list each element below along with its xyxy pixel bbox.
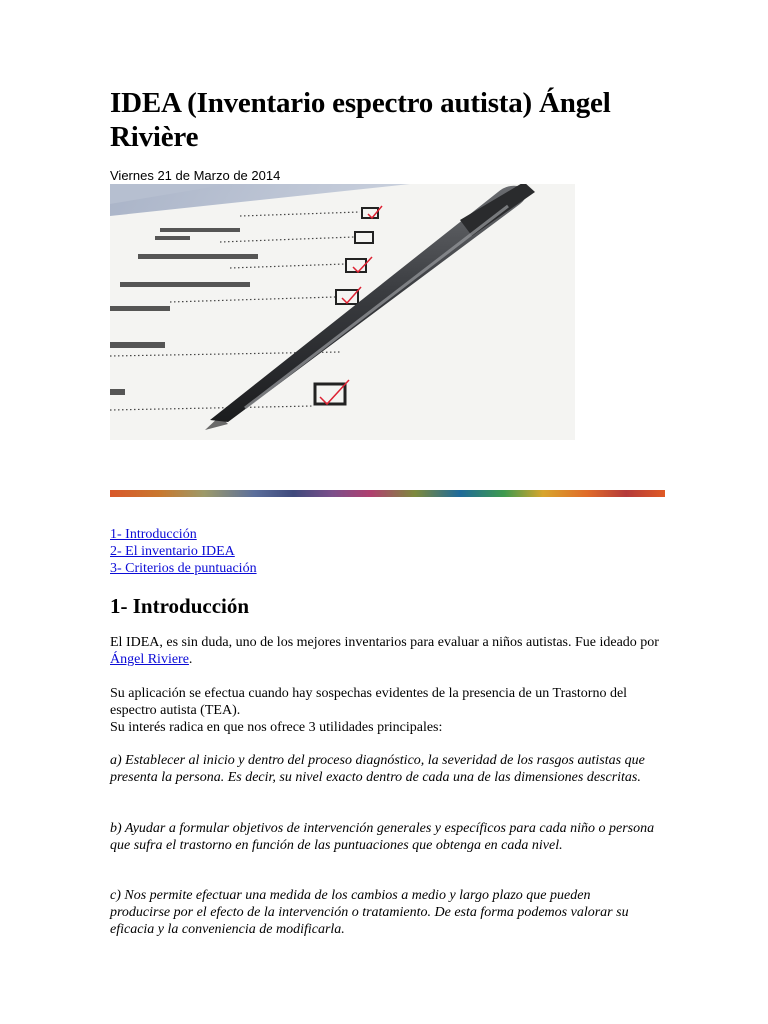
utility-c: c) Nos permite efectuar una medida de los cambios a medio y largo plazo que pueden producirse por el efecto de la intervención o tratamiento. De esta forma podemos valorar su eficacia y la conveniencia de modificarla.	[110, 888, 629, 937]
publish-date: Viernes 21 de Marzo de 2014	[110, 168, 281, 183]
checklist-pen-image	[110, 184, 575, 440]
utility-b: b) Ayudar a formular objetivos de intervención generales y específicos para cada niño o persona que sufra el trastorno en función de las puntuaciones que obtenga en cada nivel.	[110, 821, 655, 853]
section-heading: 1- Introducción	[110, 594, 250, 618]
multicolor-divider	[110, 490, 665, 497]
toc-item	[110, 543, 257, 560]
toc-link-inventario-idea[interactable]: 2- El inventario IDEA	[110, 544, 235, 559]
application-paragraph	[110, 685, 630, 736]
utility-a: a) Establecer al inicio y dentro del proceso diagnóstico, la severidad de los rasgos autistas que presenta la persona. Es decir, su nivel exacto dentro de cada una de las dimensiones descritas.	[110, 753, 645, 785]
toc-link-introduccion[interactable]: 1- Introducción	[110, 527, 197, 542]
toc-item	[110, 526, 257, 543]
toc-item	[110, 560, 257, 577]
utilities-intro: Su interés radica en que nos ofrece 3 utilidades principales:	[110, 720, 443, 735]
application-text: Su aplicación se efectua cuando hay sospechas evidentes de la presencia de un Trastorno del espectro autista (TEA).	[110, 686, 628, 718]
table-of-contents	[110, 526, 257, 577]
intro-text: El IDEA, es sin duda, uno de los mejores inventarios para evaluar a niños autistas. Fue ideado por	[110, 635, 659, 650]
intro-paragraph	[110, 634, 670, 668]
intro-end: .	[188, 652, 193, 667]
article-title: IDEA (Inventario espectro autista) Ángel Rivière	[110, 87, 611, 153]
toc-link-criterios[interactable]: 3- Criterios de puntuación	[110, 561, 257, 576]
author-link[interactable]: Ángel Riviere	[110, 652, 189, 667]
